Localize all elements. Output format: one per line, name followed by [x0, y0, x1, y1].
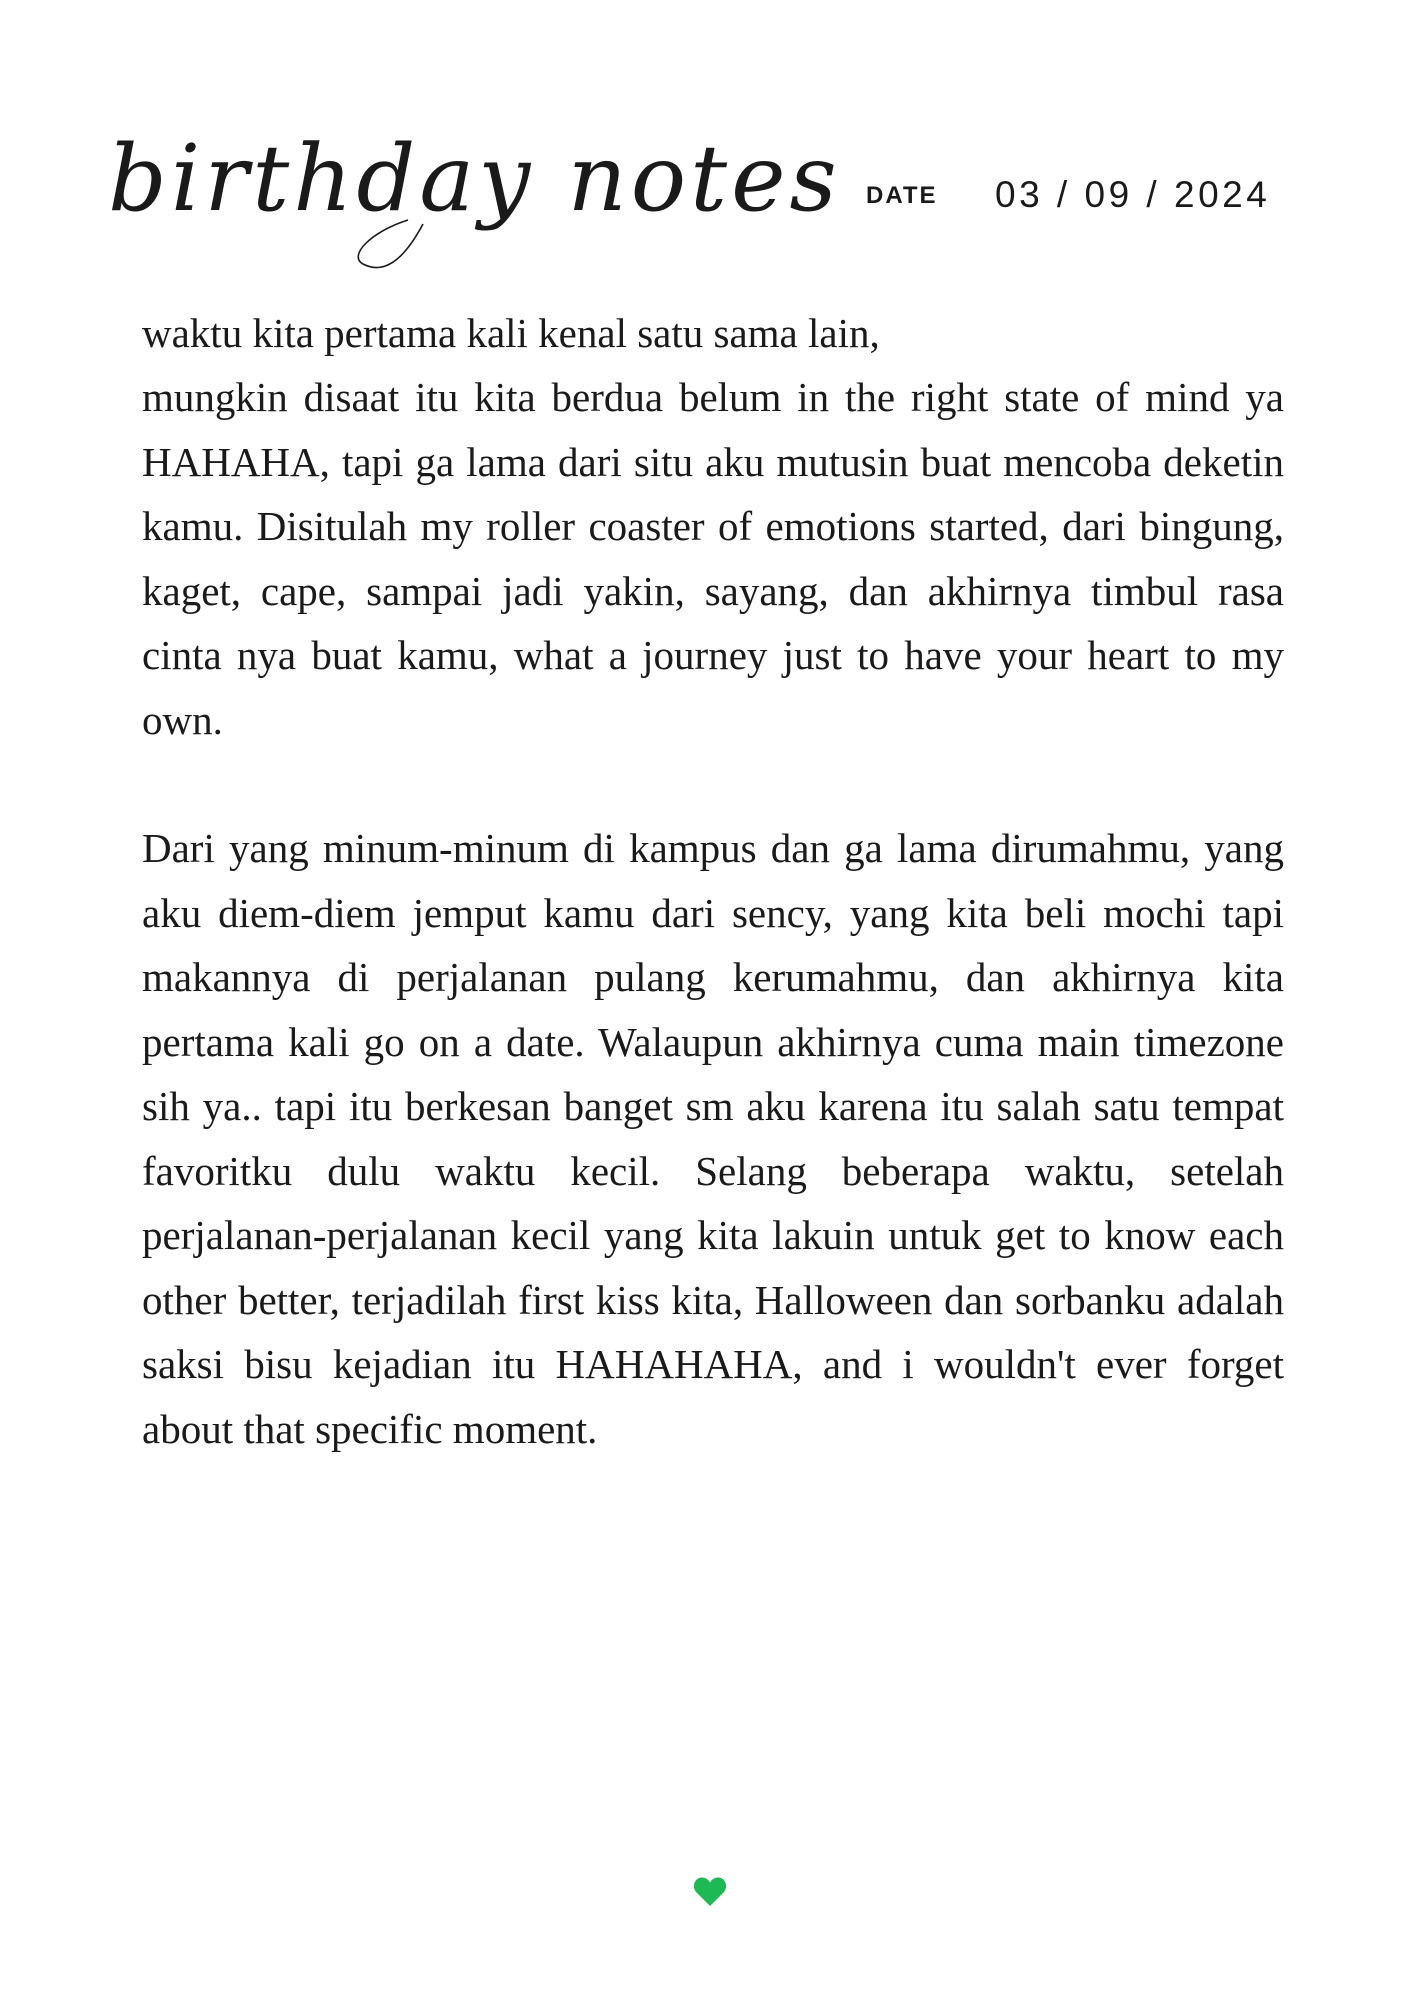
title-script [108, 112, 841, 282]
date-label: DATE [866, 182, 938, 209]
title-text: birthday notes [108, 125, 841, 232]
paragraph-2: Dari yang minum-minum di kampus dan ga lama dirumahmu, yang aku diem-diem jemput kamu dari sency, yang kita beli mochi tapi makannya di perjalanan pulang kerumahmu, dan akhirnya kita pertama kali go on a date. Walaupun akhirnya cuma main timezone sih ya.. tapi itu berkesan banget sm aku karena itu salah satu tempat favoritku dulu waktu kecil. Selang beberapa waktu, setelah perjalanan-perjalanan kecil yang kita lakuin untuk get to know each other better, terjadilah first kiss kita, Halloween dan sorbanku adalah saksi bisu kejadian itu HAHAHAHA, and i wouldn't ever forget about that specific moment. [142, 825, 1284, 1452]
heart-icon [693, 1875, 727, 1907]
date-value: 03 / 09 / 2024 [995, 174, 1271, 215]
page-title [108, 112, 841, 282]
paragraph-1: mungkin disaat itu kita berdua belum in the right state of mind ya HAHAHA, tapi ga lama dari situ aku mutusin buat mencoba deketin kamu. Disitulah my roller coaster of emotions started, dari bingung, kaget, cape, sampai jadi yakin, sayang, dan akhirnya timbul rasa cinta nya buat kamu, what a journey just to have your heart to my own. [142, 374, 1284, 743]
opening-line: waktu kita pertama kali kenal satu sama lain, [142, 310, 880, 356]
